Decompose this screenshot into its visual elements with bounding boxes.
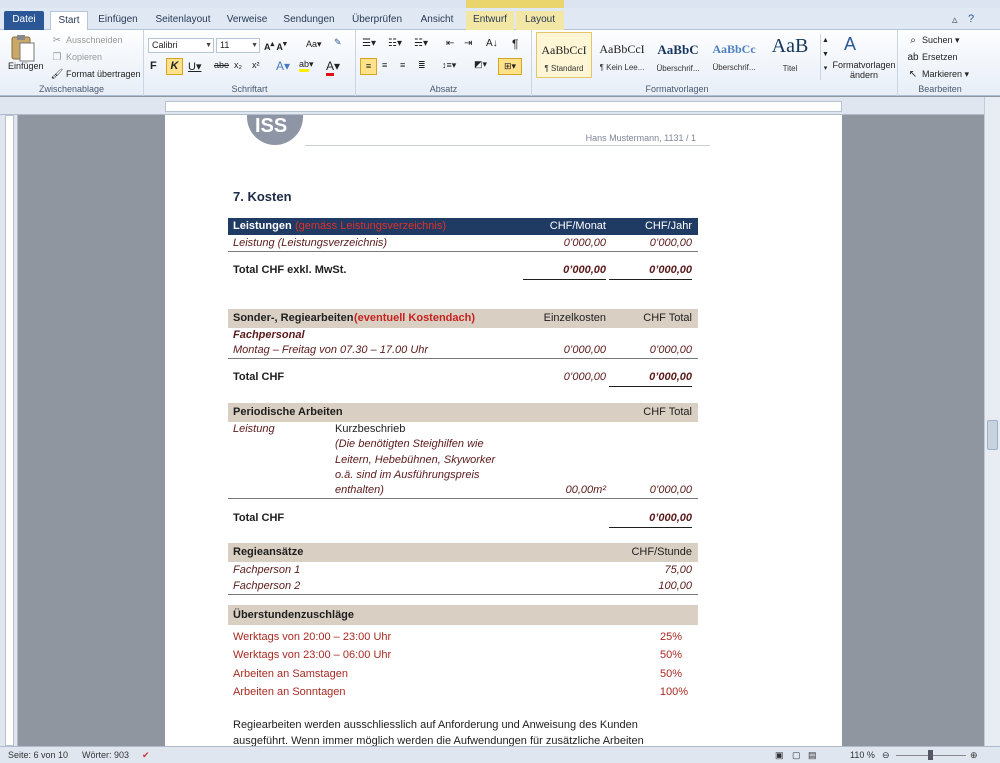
title-bar (0, 0, 1000, 8)
shading-icon[interactable]: ◩▾ (474, 59, 488, 69)
format-painter-button[interactable] (50, 68, 141, 82)
highlight-icon[interactable]: ab▾ (299, 59, 314, 70)
scrollbar-thumb[interactable] (987, 420, 998, 450)
brush-icon: 🖌 (50, 69, 64, 80)
row-divider (228, 498, 698, 499)
ribbon (0, 30, 1000, 96)
row-label: Montag – Freitag von 07.30 – 17.00 Uhr (233, 344, 429, 356)
copy-label: Kopieren (66, 52, 103, 62)
group-font (144, 30, 356, 96)
page-counter[interactable]: Seite: 6 von 10 (8, 750, 69, 760)
ueberstunden-header (228, 605, 698, 625)
select-label: Markieren (922, 69, 963, 79)
format-painter-label: Format übertragen (66, 69, 141, 79)
body-paragraph: ausgeführt. Wenn immer möglich werden die Aufwendungen für zusätzliche Arbeiten (233, 735, 644, 746)
table-row (228, 342, 698, 359)
total-value: 0’000,00 (609, 510, 692, 528)
style-heading-1[interactable] (650, 32, 706, 78)
table-row-total (228, 262, 698, 279)
tab-design[interactable]: Entwurf (466, 11, 514, 30)
ruler-bar (5, 115, 14, 746)
view-web-icon[interactable]: ▤ (808, 750, 817, 760)
style-name: Titel (782, 64, 798, 73)
pilcrow-icon[interactable]: ¶ (512, 37, 519, 51)
row-label: Leistung (233, 423, 275, 435)
vertical-ruler[interactable] (0, 115, 18, 746)
subscript-icon[interactable]: x₂ (234, 60, 242, 70)
text-effects-icon[interactable]: A▾ (276, 59, 291, 73)
copy-icon: ❐ (52, 52, 62, 63)
zoom-level[interactable]: 110 % (850, 750, 875, 760)
ribbon-tabs (0, 8, 1000, 30)
numbering-icon[interactable]: ☷▾ (388, 38, 402, 49)
zoom-in-icon[interactable]: ⊕ (970, 750, 978, 760)
leistungen-title: Leistungen (233, 220, 292, 232)
ruler-bar (165, 101, 842, 112)
table-row-total (228, 510, 698, 527)
total-value: 0’000,00 (609, 369, 692, 387)
group-paragraph (356, 30, 532, 96)
style-sample: AaBbC (657, 42, 699, 57)
change-styles-button[interactable]: Formatvorlagen ändern (832, 60, 896, 80)
periodisch-title: Periodische Arbeiten (233, 406, 343, 418)
grow-font-icon[interactable]: A▴ A▾ (264, 39, 287, 52)
periodisch-row (228, 421, 698, 499)
row-value: 25% (659, 631, 682, 643)
row-value: 00,00m² (565, 484, 606, 496)
table-row (228, 562, 698, 579)
view-print-layout-icon[interactable]: ▣ (775, 750, 784, 760)
row-value: 0’000,00 (563, 344, 606, 356)
row-desc: (Die benötigten Steighilfen wie (335, 438, 484, 450)
replace-icon: ab (907, 52, 919, 63)
row-desc: o.ä. sind im Ausführungspreis (335, 469, 480, 481)
row-label: Leistung (Leistungsverzeichnis) (233, 237, 388, 249)
tab-start[interactable]: Start (50, 11, 88, 30)
underline-icon[interactable]: U▾ (188, 61, 202, 73)
col-einzelkosten: Einzelkosten (543, 312, 606, 324)
vertical-scrollbar[interactable] (984, 97, 1000, 746)
proofing-icon[interactable]: ✔ (142, 750, 150, 760)
row-label: Werktags von 23:00 – 06:00 Uhr (233, 649, 392, 661)
status-bar (0, 746, 1000, 763)
tab-insert[interactable]: Einfügen (98, 14, 138, 25)
align-left-icon[interactable]: ≡ (360, 58, 377, 75)
body-paragraph: Regiearbeiten werden ausschliesslich auf Anforderung und Anweisung des Kunden (233, 719, 638, 731)
italic-icon[interactable]: K (166, 58, 183, 75)
table-row (228, 578, 698, 595)
style-standard[interactable] (536, 32, 592, 78)
periodisch-header (228, 403, 698, 422)
binoculars-icon: ⌕ (910, 35, 916, 46)
document-page[interactable] (165, 115, 842, 746)
tab-file[interactable]: Datei (4, 11, 44, 30)
leistungen-note: (gemäss Leistungsverzeichnis) (295, 220, 447, 232)
style-name: Überschrif... (656, 64, 700, 73)
multilevel-list-icon[interactable]: ☵▾ (414, 38, 428, 49)
sonder-header (228, 309, 698, 328)
align-center-icon[interactable]: ≡ (382, 60, 388, 70)
row-label: Fachperson 1 (233, 564, 301, 576)
row-value: 75,00 (664, 564, 692, 576)
change-case-icon[interactable]: Aa▾ (306, 39, 322, 49)
style-name: Überschrif... (712, 63, 756, 72)
row-desc: Kurzbeschrieb (335, 423, 406, 435)
editing-group-label: Bearbeiten (918, 84, 962, 94)
col-chf-total: CHF Total (643, 406, 692, 418)
borders-icon[interactable]: ⊞▾ (498, 58, 522, 75)
chevron-down-icon: ▼ (205, 42, 212, 49)
select-button[interactable]: ↖ Markieren ▾ (906, 68, 969, 82)
regie-header (228, 543, 698, 562)
col-chf-monat: CHF/Monat (549, 220, 606, 232)
style-name: ¶ Standard (544, 64, 584, 73)
line-spacing-icon[interactable]: ↕≡▾ (442, 60, 457, 70)
sonder-title: Sonder-, Regiearbeiten (233, 312, 354, 324)
style-name: ¶ Kein Lee... (599, 63, 645, 72)
row-value: 50% (659, 649, 682, 661)
bullets-icon[interactable]: ☰▾ (362, 38, 376, 49)
minimize-ribbon-icon[interactable]: ▵ (952, 14, 958, 26)
view-fullscreen-icon[interactable]: ▢ (792, 750, 801, 760)
style-heading-2[interactable] (706, 32, 762, 78)
paragraph-group-label: Absatz (429, 84, 458, 94)
font-color-icon[interactable]: A▾ (326, 59, 340, 73)
row-value: 0’000,00 (563, 237, 606, 249)
align-right-icon[interactable]: ≡ (400, 60, 406, 70)
bold-icon[interactable]: F (150, 60, 157, 72)
table-row (228, 684, 698, 701)
col-chf-jahr: CHF/Jahr (644, 220, 692, 232)
table-row (228, 647, 698, 664)
styles-scroll-icon[interactable]: ▲ ▼ ▾ (820, 34, 830, 80)
total-value: 0’000,00 (563, 371, 606, 383)
table-row (228, 666, 698, 683)
row-value: 0’000,00 (649, 344, 692, 356)
style-sample: AaB (771, 35, 809, 57)
justify-icon[interactable]: ≣ (418, 60, 426, 70)
col-chf-total: CHF Total (643, 312, 692, 324)
group-clipboard (0, 30, 144, 96)
zoom-slider-thumb[interactable] (928, 750, 933, 760)
context-tab-highlight (466, 0, 564, 8)
row-desc: Leitern, Hebebühnen, Skyworker (335, 454, 496, 466)
tab-page-layout[interactable]: Seitenlayout (155, 14, 211, 25)
paste-button[interactable]: Einfügen (8, 61, 44, 71)
increase-indent-icon[interactable]: ⇥ (464, 38, 473, 49)
col-chf-stunde: CHF/Stunde (631, 546, 692, 558)
tab-mailings[interactable]: Sendungen (283, 14, 335, 25)
leistungen-header (228, 218, 698, 235)
font-size-combo[interactable] (216, 38, 260, 53)
decrease-indent-icon[interactable]: ⇤ (446, 38, 455, 49)
font-name-combo[interactable] (148, 38, 214, 53)
replace-label: Ersetzen (922, 52, 958, 62)
style-sample: AaBbCcI (541, 43, 587, 57)
sort-icon[interactable]: A↓ (486, 38, 498, 49)
style-title[interactable] (762, 32, 818, 78)
company-logo: ISS (247, 115, 303, 145)
zoom-out-icon[interactable]: ⊖ (882, 750, 890, 760)
row-label: Werktags von 20:00 – 23:00 Uhr (233, 631, 392, 643)
strikethrough-icon[interactable]: abe (214, 60, 230, 70)
find-label: Suchen (922, 35, 953, 45)
table-row-total (228, 369, 698, 386)
clear-format-icon[interactable]: ✎ (334, 37, 342, 47)
tab-review[interactable]: Überprüfen (351, 14, 403, 25)
help-icon[interactable]: ? (968, 13, 975, 25)
paste-icon[interactable] (8, 33, 42, 63)
sonder-note: (eventuell Kostendach) (354, 312, 476, 324)
row-label: Fachperson 2 (233, 580, 301, 592)
style-sample: AaBbCc (712, 42, 756, 56)
table-row (228, 629, 698, 646)
row-value: 0’000,00 (649, 484, 692, 496)
total-label: Total CHF exkl. MwSt. (233, 264, 347, 276)
scissors-icon: ✂ (52, 35, 62, 46)
ueberstunden-title: Überstundenzuschläge (233, 609, 355, 621)
header-divider (305, 145, 710, 146)
find-button[interactable]: ⌕ Suchen ▾ (906, 34, 960, 48)
page-header: Hans Mustermann, 1131 / 1 (585, 133, 696, 143)
copy-button[interactable] (50, 51, 102, 65)
row-label: Arbeiten an Samstagen (233, 668, 348, 680)
tab-references[interactable]: Verweise (226, 14, 268, 25)
row-label: Arbeiten an Sonntagen (233, 686, 346, 698)
total-value: 0’000,00 (609, 262, 692, 280)
total-value: 0’000,00 (523, 262, 606, 280)
group-styles (532, 30, 898, 96)
section-title: 7. Kosten (233, 189, 292, 204)
table-row (228, 235, 698, 252)
font-name-value: Calibri (152, 40, 178, 50)
clipboard-group-label: Zwischenablage (38, 84, 105, 94)
total-label: Total CHF (233, 371, 285, 383)
total-label: Total CHF (233, 512, 285, 524)
sub-label: Fachpersonal (233, 329, 305, 341)
change-styles-icon[interactable]: A (844, 34, 857, 54)
superscript-icon[interactable]: x² (252, 60, 260, 70)
style-sample: AaBbCcI (599, 42, 645, 56)
row-desc: enthalten) (335, 484, 384, 496)
chevron-down-icon: ▼ (251, 42, 258, 49)
cursor-icon: ↖ (908, 69, 918, 80)
regie-title: Regieansätze (233, 546, 304, 558)
replace-button[interactable] (906, 51, 958, 65)
row-value: 50% (659, 668, 682, 680)
styles-group-label: Formatvorlagen (645, 84, 709, 94)
font-size-value: 11 (220, 40, 230, 50)
font-group-label: Schriftart (231, 84, 268, 94)
row-value: 100,00 (658, 580, 692, 592)
cut-label: Ausschneiden (66, 35, 123, 45)
word-counter[interactable]: Wörter: 903 (82, 750, 130, 760)
group-editing (898, 30, 982, 96)
horizontal-ruler[interactable] (0, 97, 1000, 115)
tab-view[interactable]: Ansicht (420, 14, 454, 25)
tab-layout[interactable]: Layout (516, 11, 564, 30)
style-no-spacing[interactable] (594, 32, 650, 78)
row-value: 0’000,00 (649, 237, 692, 249)
cut-button[interactable] (50, 34, 123, 48)
row-value: 100% (659, 686, 688, 698)
